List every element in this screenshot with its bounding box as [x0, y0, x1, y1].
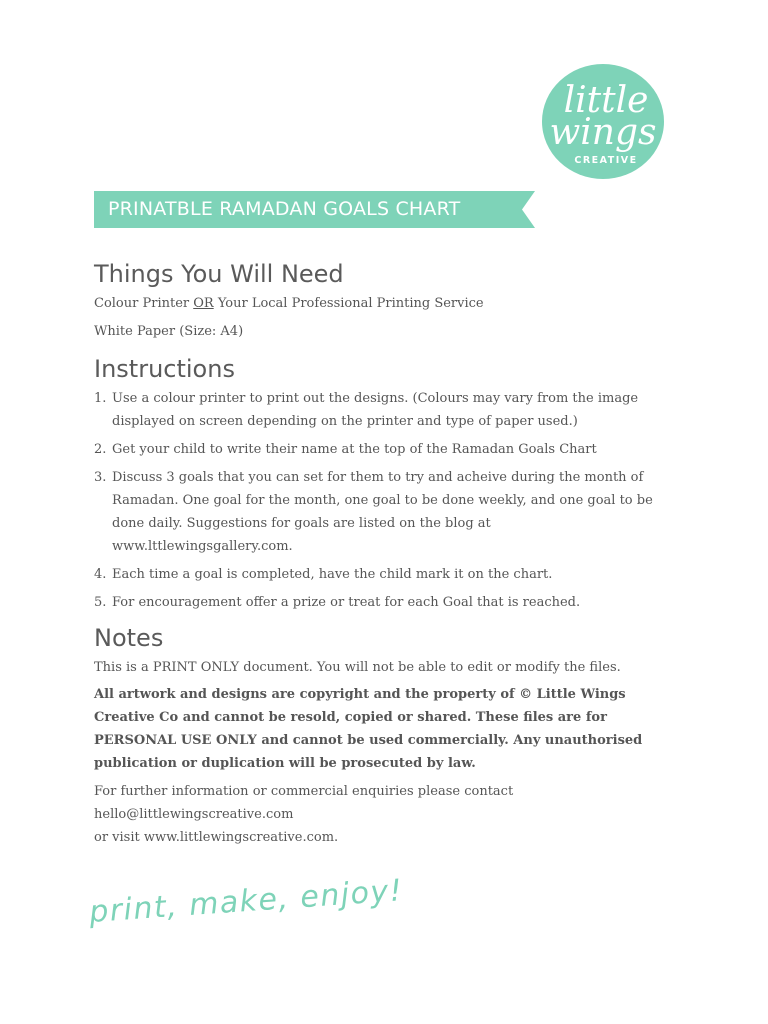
- list-item: [94, 466, 664, 558]
- contact-email: hello@littlewingscreative.com: [94, 807, 294, 822]
- instructions-section: [94, 351, 664, 614]
- brand-logo: [542, 64, 664, 179]
- list-number: 1.: [94, 391, 107, 406]
- list-text: Use a colour printer to print out the designs. (Colours may vary from the image displayed on screen depending on the printer and type of paper used.): [112, 391, 639, 429]
- list-item: [94, 591, 664, 614]
- list-item: [94, 387, 664, 433]
- list-text: Discuss 3 goals that you can set for them to try and acheive during the month of Ramadan. One goal for the month, one goal to be done weekly, and one goal to be done daily. Suggestions for goals are listed on the blog at www.lttlewingsgallery.com.: [112, 470, 653, 554]
- tagline-text: print, make, enjoy!: [88, 873, 405, 930]
- contact-website: or visit www.littlewingscreative.com.: [94, 830, 339, 845]
- list-number: 4.: [94, 567, 107, 582]
- need-item-paper: White Paper (Size: A4): [94, 324, 244, 339]
- instructions-list: [94, 387, 664, 614]
- list-number: 3.: [94, 470, 107, 485]
- notes-heading: Notes: [94, 624, 164, 652]
- list-text: For encouragement offer a prize or treat for each Goal that is reached.: [112, 595, 581, 610]
- list-item: [94, 563, 664, 586]
- logo-line2: wings: [549, 112, 657, 153]
- instructions-heading: Instructions: [94, 355, 235, 383]
- things-needed-section: [94, 256, 664, 343]
- list-text: Each time a goal is completed, have the child mark it on the chart.: [112, 567, 553, 582]
- list-text: Get your child to write their name at the top of the Ramadan Goals Chart: [112, 442, 597, 457]
- logo-line1: little: [563, 80, 649, 121]
- underlined-or: OR: [193, 296, 214, 311]
- document-body: [94, 256, 664, 849]
- tagline: [88, 873, 405, 952]
- list-number: 5.: [94, 595, 107, 610]
- title-banner: [94, 191, 535, 228]
- logo-line3: CREATIVE: [574, 155, 638, 166]
- banner-title: PRINATBLE RAMADAN GOALS CHART: [108, 198, 461, 220]
- list-item: [94, 438, 664, 461]
- copyright-notice: All artwork and designs are copyright and the property of © Little Wings Creative Co and cannot be resold, copied or shared. These files are for PERSONAL USE ONLY and cannot be used commercially. Any unauthorised publication or duplication will be prosecuted by law.: [94, 687, 643, 771]
- things-needed-heading: Things You Will Need: [94, 260, 344, 288]
- need-item-printer: [94, 292, 664, 315]
- need-item-printer-text: Colour Printer: [94, 296, 194, 311]
- need-item-printer-text-end: Your Local Professional Printing Service: [213, 296, 484, 311]
- notes-section: [94, 620, 664, 849]
- notes-print-only: This is a PRINT ONLY document. You will not be able to edit or modify the files.: [94, 660, 621, 675]
- contact-line: For further information or commercial enquiries please contact: [94, 784, 514, 799]
- list-number: 2.: [94, 442, 107, 457]
